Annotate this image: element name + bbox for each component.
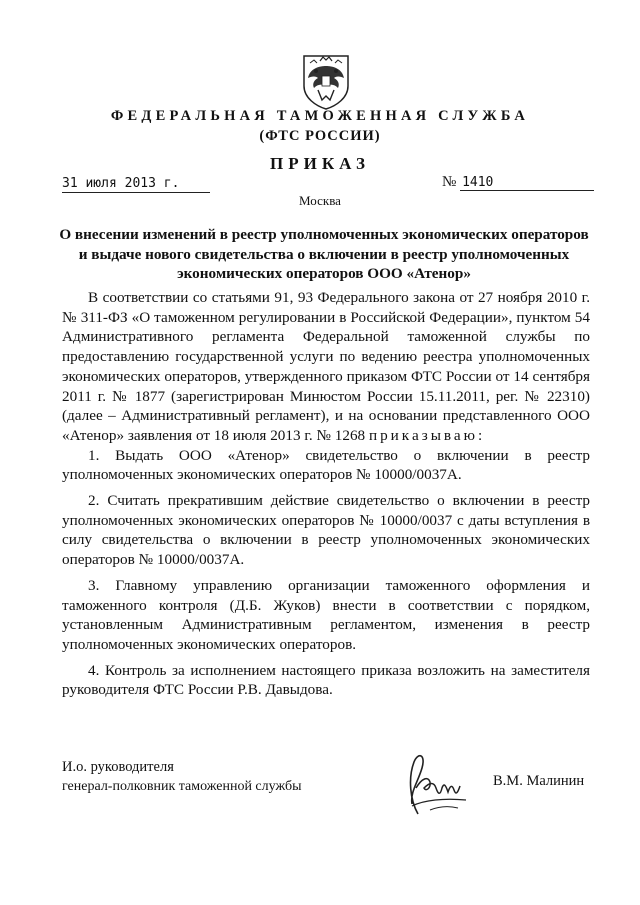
order-date: 31 июля 2013 г.	[62, 176, 210, 193]
order-item: 1. Выдать ООО «Атенор» свидетельство о включении в реестр уполномоченных экономических операторов № 10000/0037А.	[62, 446, 590, 484]
order-item: 4. Контроль за исполнением настоящего приказа возложить на заместителя руководителя ФТС России Р.В. Давыдова.	[62, 661, 590, 699]
preamble-text: В соответствии со статьями 91, 93 Федерального закона от 27 ноября 2010 г. № 311-ФЗ «О таможенном регулировании в Российской Федерации», пунктом 54 Административного регламента Федеральной таможенной службы по предоставлению государственной услуги по ведению реестра уполномоченных экономических операторов, утвержденного приказом ФТС России от 14 сентября 2011 г. № 1877 (зарегистрирован Минюстом России 15.11.2011, рег. № 22310) (далее – Административный регламент), и на основании представленного ООО «Атенор» заявления от 18 июля 2013 г. № 1268	[62, 289, 590, 444]
order-body	[62, 288, 590, 700]
order-number-label: №	[442, 174, 457, 190]
order-number: 1410	[460, 175, 594, 191]
agency-name: ФЕДЕРАЛЬНАЯ ТАМОЖЕННАЯ СЛУЖБА	[110, 108, 530, 124]
signatory-rank: генерал-полковник таможенной службы	[62, 779, 302, 794]
agency-abbreviation: (ФТС РОССИИ)	[259, 128, 381, 144]
coat-of-arms-emblem	[298, 52, 354, 110]
handwritten-signature	[400, 748, 474, 820]
order-item: 2. Считать прекратившим действие свидетельство о включении в реестр уполномоченных экономических операторов № 10000/0037 с даты вступления в силу свидетельства о включении в реестр уполномоченных экономических операторов № 10000/0037А.	[62, 492, 590, 569]
signatory-title: И.о. руководителя	[62, 759, 174, 775]
order-word: приказываю:	[368, 426, 486, 444]
city: Москва	[299, 193, 341, 208]
order-number-field	[442, 174, 594, 191]
order-subject-heading: О внесении изменений в реестр уполномоченных экономических операторов и выдаче нового свидетельства о включении в реестр уполномоченных экономических операторов ООО «Атенор»	[59, 226, 589, 282]
preamble-paragraph	[62, 288, 590, 446]
document-type-title: ПРИКАЗ	[270, 154, 370, 173]
order-item: 3. Главному управлению организации таможенного оформления и таможенного контроля (Д.Б. Жуков) внести в соответствии с порядком, установленным Административным регламентом, изменения в реестр уполномоченных экономических операторов.	[62, 576, 590, 653]
signatory-name: В.М. Малинин	[493, 773, 585, 789]
